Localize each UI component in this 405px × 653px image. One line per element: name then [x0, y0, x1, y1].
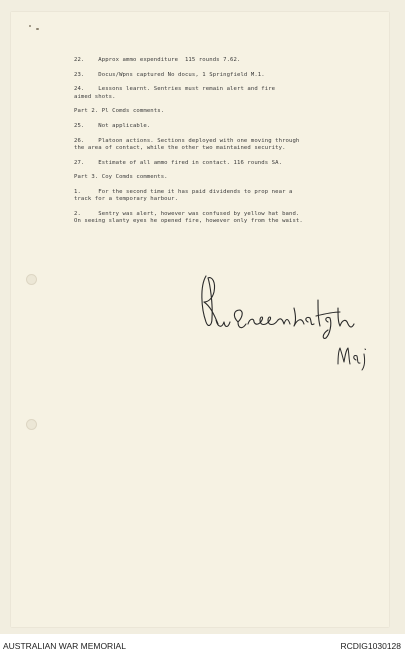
- punch-hole-top: [26, 274, 37, 285]
- reference-code: RCDIG1030128: [340, 641, 401, 651]
- paragraph-27: 27. Estimate of all ammo fired in contact. 116 rounds SA.: [74, 159, 283, 166]
- punch-hole-bottom: [26, 419, 37, 430]
- paper-mark: [29, 25, 31, 27]
- coy-comment-1: 1. For the second time it has paid dividends to prop near a track for a temporary harbour.: [74, 189, 293, 203]
- part-2-heading: Part 2. Pl Comds comments.: [74, 108, 165, 115]
- paragraph-23: 23. Docus/Wpns captured No docus, 1 Springfield M.1.: [74, 71, 265, 78]
- coy-comment-2: 2. Sentry was alert, however was confused by yellow hat band. On seeing slanty eyes he opened fire, however only from the waist.: [74, 210, 303, 225]
- paragraph-26: 26. Platoon actions. Sections deployed with one moving through the area of contact, while the other two maintained security.: [74, 137, 300, 151]
- institution-label: AUSTRALIAN WAR MEMORIAL: [3, 641, 126, 651]
- typed-text-block: [74, 57, 374, 233]
- part-3-heading: Part 3. Coy Comds comments.: [74, 174, 168, 181]
- archive-footer: [0, 634, 405, 653]
- paragraph-22: 22. Approx ammo expenditure 115 rounds 7.62.: [74, 57, 241, 63]
- paper-mark: [36, 28, 39, 30]
- paragraph-25: 25. Not applicable.: [74, 123, 151, 130]
- paragraph-24: 24. Lessons learnt. Sentries must remain alert and fire aimed shots.: [74, 86, 276, 100]
- handwritten-signature: [198, 272, 373, 372]
